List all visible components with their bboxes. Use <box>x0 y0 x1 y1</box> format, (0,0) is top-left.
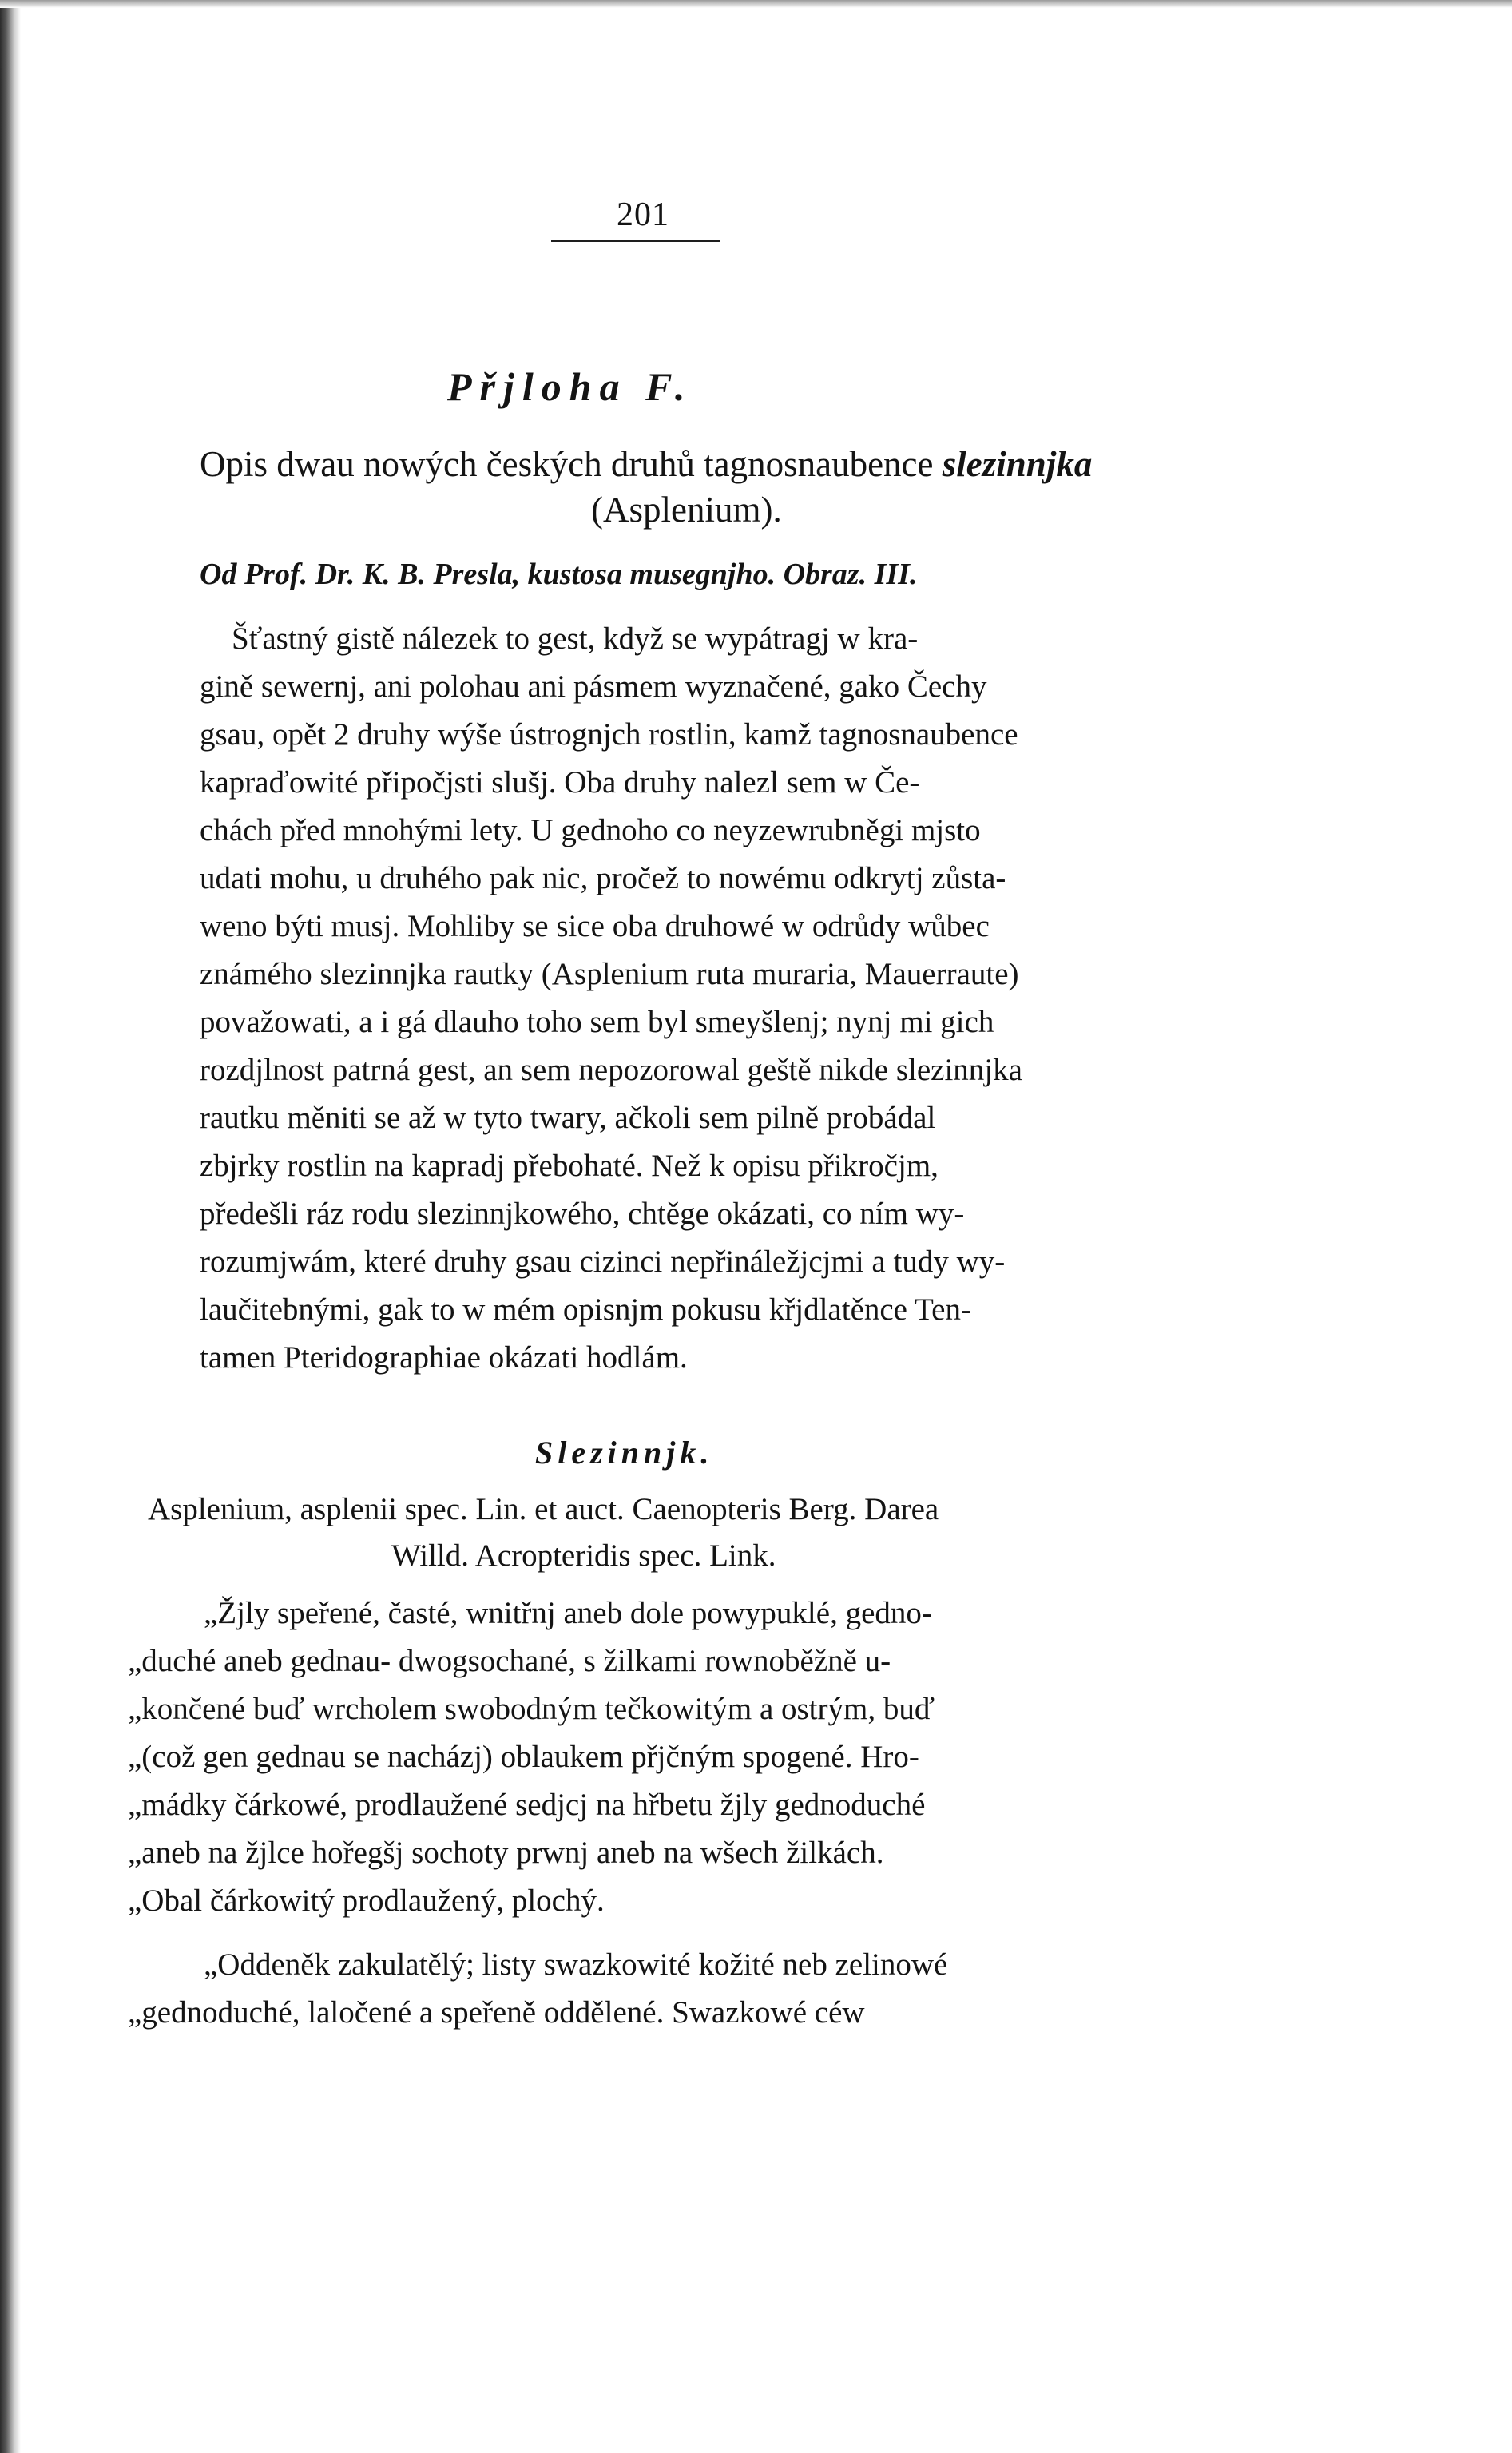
intro-line: rozumjwám, které druhy gsau cizinci nepřináležjcjmi a tudy wy- <box>200 1244 1006 1279</box>
intro-line: považowati, a i gá dlauho toho sem byl smeyšlenj; nynj mi gich <box>200 1005 994 1039</box>
quote-line: „mádky čárkowé, prodlaužené sedjcj na hřbetu žjly gednoduché <box>128 1788 926 1822</box>
intro-line: Šťastný gistě nálezek to gest, když se wypátragj w kra- <box>232 621 919 656</box>
article-title-text: Opis dwau nowých českých druhů tagnosnaubence <box>200 444 943 484</box>
byline: Od Prof. Dr. K. B. Presla, kustosa musegnjho. Obraz. III. <box>200 558 918 591</box>
intro-line: kapraďowité připočjsti slušj. Oba druhy nalezl sem w Če- <box>200 765 920 800</box>
intro-line: laučitebnými, gak to w mém opisnjm pokusu křjdlatěnce Ten- <box>200 1292 971 1327</box>
quote-line: „Oddeněk zakulatělý; listy swazkowité kožité neb zelinowé <box>204 1947 948 1982</box>
page-number-rule <box>551 240 720 242</box>
intro-line: chách před mnohými lety. U gednoho co neyzewrubněgi mjsto <box>200 813 981 847</box>
appendix-title: Přjloha F. <box>447 364 693 409</box>
synonymy-line: Willd. Acropteridis spec. Link. <box>391 1538 776 1573</box>
intro-line: udati mohu, u druhého pak nic, pročež to nowému odkrytj zůsta- <box>200 861 1006 895</box>
intro-line: tamen Pteridographiae okázati hodlám. <box>200 1340 688 1375</box>
section-heading: Slezinnjk. <box>535 1435 714 1471</box>
intro-line: rautku měniti se až w tyto twary, ačkoli sem pilně probádal <box>200 1101 936 1135</box>
intro-line: rozdjlnost patrná gest, an sem nepozorowal geště nikde slezinnjka <box>200 1053 1022 1087</box>
quote-line: „aneb na žjlce hořegšj sochoty prwnj aneb na wšech žilkách. <box>128 1836 884 1870</box>
synonymy-line: Asplenium, asplenii spec. Lin. et auct. Caenopteris Berg. Darea <box>148 1492 939 1526</box>
intro-line: gině sewernj, ani polohau ani pásmem wyznačené, gako Čechy <box>200 669 987 704</box>
quote-line: „Žjly speřené, časté, wnitřnj aneb dole powypuklé, gedno- <box>204 1596 932 1630</box>
intro-line: gsau, opět 2 druhy wýše ústrognjch rostlin, kamž tagnosnaubence <box>200 717 1018 752</box>
article-title-genus: slezinnjka <box>942 444 1093 484</box>
quote-line: „(což gen gednau se nacházj) oblaukem přjčným spogené. Hro- <box>128 1740 919 1774</box>
intro-line: weno býti musj. Mohliby se sice oba druhowé w odrůdy wůbec <box>200 909 990 943</box>
article-title-line-1 <box>200 443 1092 485</box>
intro-line: předešli ráz rodu slezinnjkowého, chtěge okázati, co ním wy- <box>200 1197 965 1231</box>
scan-edge-left <box>0 0 21 2453</box>
quote-line: „gednoduché, laločené a speřeně oddělené. Swazkowé céw <box>128 1995 865 2030</box>
scan-edge-top <box>0 0 1512 8</box>
article-title-line-2: (Asplenium). <box>591 490 782 530</box>
intro-line: známého slezinnjka rautky (Asplenium ruta muraria, Mauerraute) <box>200 957 1019 991</box>
quote-line: „Obal čárkowitý prodlaužený, plochý. <box>128 1883 605 1918</box>
page-number: 201 <box>617 196 669 233</box>
intro-line: zbjrky rostlin na kapradj přebohaté. Než k opisu přikročjm, <box>200 1149 939 1183</box>
quote-line: „končené buď wrcholem swobodným tečkowitým a ostrým, buď <box>128 1692 935 1726</box>
quote-line: „duché aneb gednau- dwogsochané, s žilkami rownoběžně u- <box>128 1644 891 1678</box>
